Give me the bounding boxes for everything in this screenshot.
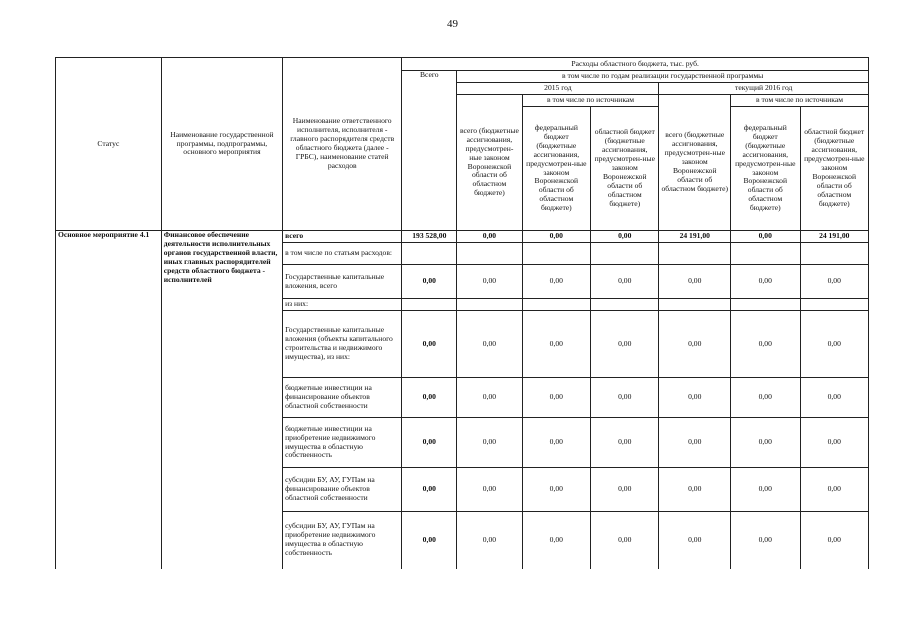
row-2015-all: 0,00 [457, 311, 522, 378]
row-2016-regional: 0,00 [800, 418, 869, 468]
row-label: из них: [283, 299, 402, 311]
row-2016-regional: 0,00 [800, 468, 869, 512]
header-2015-regional: областной бюджет (бюджетные ассигнования, предусмотрен-ные законом Воронежской области об областном бюджете) [591, 107, 659, 231]
row-2015-regional: 0,00 [591, 512, 659, 569]
row-label: Государственные капитальные вложения (объекты капитального строительства и недвижимого имущества), из них: [283, 311, 402, 378]
header-2016-regional: областной бюджет (бюджетные ассигнования, предусмотрен-ные законом Воронежской области об областном бюджете) [800, 107, 869, 231]
row-label: в том числе по статьям расходов: [283, 243, 402, 265]
row-2016-federal: 0,00 [731, 378, 800, 418]
header-2015-federal: федеральный бюджет (бюджетные ассигнования, предусмотрен-ные законом Воронежской области об областном бюджете) [522, 107, 590, 231]
row-total: 0,00 [402, 418, 457, 468]
row-total: 0,00 [402, 468, 457, 512]
row-label: Государственные капитальные вложения, всего [283, 265, 402, 299]
row-2016-regional: 24 191,00 [800, 231, 869, 243]
row-2016-federal: 0,00 [731, 265, 800, 299]
header-status: Статус [56, 58, 162, 231]
row-2015-all: 0,00 [457, 265, 522, 299]
row-2016-regional: 0,00 [800, 265, 869, 299]
row-label: бюджетные инвестиции на приобретение недвижимого имущества в областную собственность [283, 418, 402, 468]
row-2016-all: 0,00 [659, 468, 731, 512]
row-2015-federal: 0,00 [522, 418, 590, 468]
row-2016-regional: 0,00 [800, 378, 869, 418]
header-program-name: Наименование государственной программы, подпрограммы, основного мероприятия [161, 58, 282, 231]
row-total: 0,00 [402, 378, 457, 418]
row-2015-regional: 0,00 [591, 265, 659, 299]
row-label: субсидии БУ, АУ, ГУПам на финансирование объектов областной собственности [283, 468, 402, 512]
header-year-2015: 2015 год [457, 83, 659, 95]
row-2016-federal: 0,00 [731, 468, 800, 512]
row-2016-federal: 0,00 [731, 512, 800, 569]
row-2015-all: 0,00 [457, 231, 522, 243]
row-2015-regional: 0,00 [591, 378, 659, 418]
row-2015-all: 0,00 [457, 468, 522, 512]
header-executor: Наименование ответственного исполнителя, исполнителя - главного распорядителя средств областного бюджета (далее - ГРБС), наименование статей расходов [283, 58, 402, 231]
header-total: Всего [402, 71, 457, 231]
header-2016-all: всего (бюджетные ассигнования, предусмотрен-ные законом Воронежской области об областном бюджете) [659, 95, 731, 231]
row-2016-all: 0,00 [659, 311, 731, 378]
row-total: 193 528,00 [402, 231, 457, 243]
row-2016-regional: 0,00 [800, 512, 869, 569]
row-2015-federal: 0,00 [522, 512, 590, 569]
row-2016-federal: 0,00 [731, 311, 800, 378]
header-2015-by-sources: в том числе по источникам [522, 95, 659, 107]
header-2016-federal: федеральный бюджет (бюджетные ассигнования, предусмотрен-ные законом Воронежской области об областном бюджете) [731, 107, 800, 231]
row-2015-regional: 0,00 [591, 418, 659, 468]
row-2015-regional: 0,00 [591, 311, 659, 378]
header-by-years: в том числе по годам реализации государственной программы [457, 71, 869, 83]
program-cell: Финансовое обеспечение деятельности исполнительных органов государственной власти, иных главных распорядителей средств областного бюджета - исполнителей [161, 231, 282, 569]
row-label: субсидии БУ, АУ, ГУПам на приобретение недвижимого имущества в областную собственность [283, 512, 402, 569]
row-total: 0,00 [402, 311, 457, 378]
row-2016-all: 24 191,00 [659, 231, 731, 243]
row-2016-all: 0,00 [659, 265, 731, 299]
row-2016-federal: 0,00 [731, 418, 800, 468]
row-2016-regional: 0,00 [800, 311, 869, 378]
row-label: всего [283, 231, 402, 243]
row-label: бюджетные инвестиции на финансирование объектов областной собственности [283, 378, 402, 418]
row-2016-federal: 0,00 [731, 231, 800, 243]
header-expenses: Расходы областного бюджета, тыс. руб. [402, 58, 869, 71]
row-total: 0,00 [402, 265, 457, 299]
row-2016-all: 0,00 [659, 512, 731, 569]
page-number: 49 [447, 18, 458, 30]
row-2016-all: 0,00 [659, 418, 731, 468]
row-2015-federal: 0,00 [522, 468, 590, 512]
header-2015-all: всего (бюджетные ассигнования, предусмотрен-ные законом Воронежской области об областном бюджете) [457, 95, 522, 231]
row-2015-regional: 0,00 [591, 468, 659, 512]
row-2015-federal: 0,00 [522, 231, 590, 243]
header-2016-by-sources: в том числе по источникам [731, 95, 869, 107]
budget-table [55, 57, 869, 569]
row-2016-all: 0,00 [659, 378, 731, 418]
row-2015-all: 0,00 [457, 512, 522, 569]
status-cell: Основное мероприятие 4.1 [56, 231, 162, 569]
row-2015-federal: 0,00 [522, 265, 590, 299]
row-2015-regional: 0,00 [591, 231, 659, 243]
row-2015-federal: 0,00 [522, 378, 590, 418]
table-row [56, 231, 869, 243]
row-total: 0,00 [402, 512, 457, 569]
row-2015-federal: 0,00 [522, 311, 590, 378]
row-2015-all: 0,00 [457, 418, 522, 468]
row-2015-all: 0,00 [457, 378, 522, 418]
header-year-2016: текущий 2016 год [659, 83, 869, 95]
